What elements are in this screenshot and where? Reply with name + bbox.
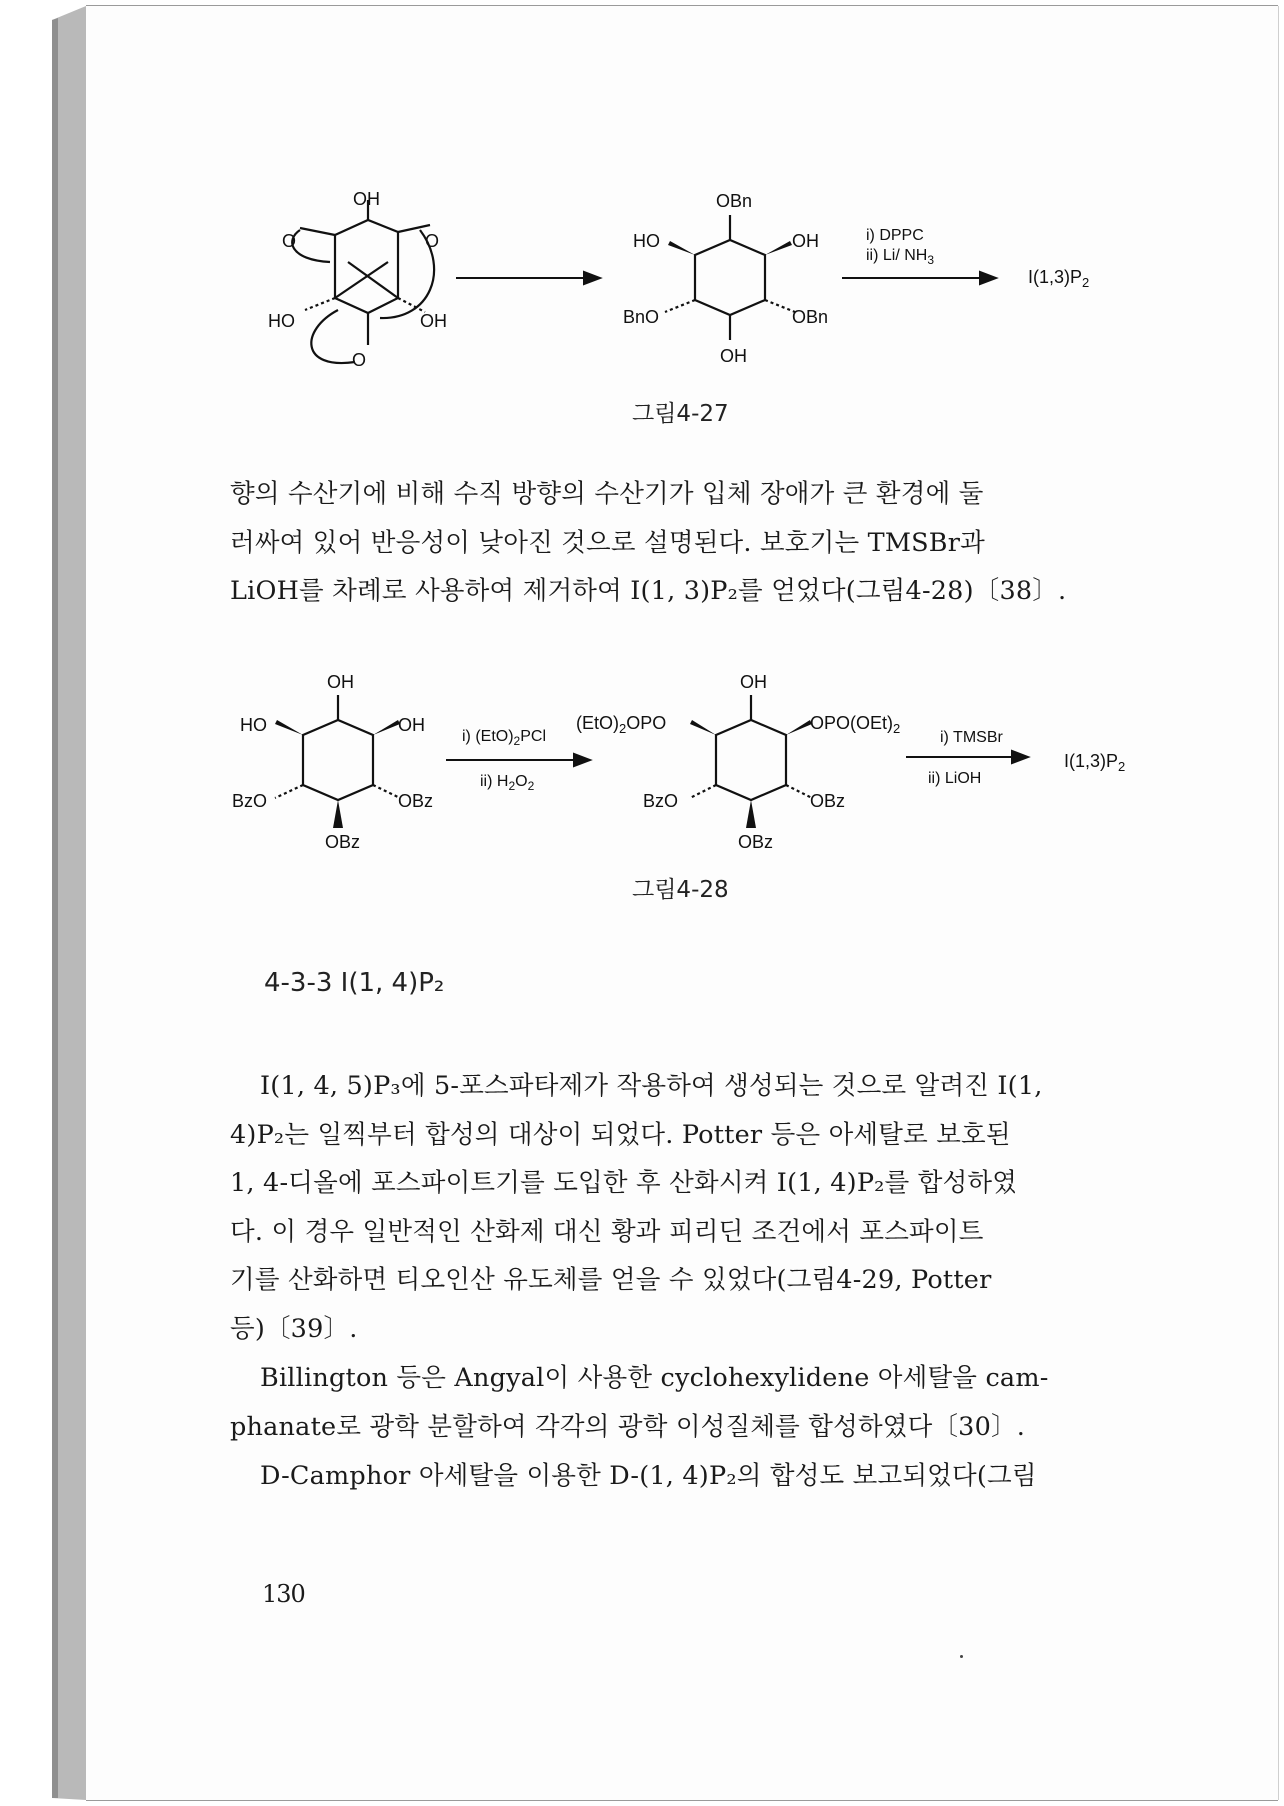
fig28-middle-label: OH <box>740 672 767 692</box>
text-line: phanate로 광학 분할하여 각각의 광학 이성질체를 합성하였다〔30〕. <box>230 1411 1026 1442</box>
text-line: 1, 4-디올에 포스파이트기를 도입한 후 산화시켜 I(1, 4)P₂를 합성하였 <box>230 1168 1018 1198</box>
section-heading: 4-3-3 I(1, 4)P₂ <box>264 968 445 998</box>
fig27-start-label: OH <box>353 189 380 209</box>
text-line: 기를 산화하면 티오인산 유도체를 얻을 수 있었다(그림4-29, Potter <box>230 1265 992 1295</box>
fig27-middle-label: OBn <box>792 307 829 327</box>
fig28-middle-label: $(EtO)_2OPO$ <box>576 713 667 736</box>
fig28-wedge-bond <box>333 800 343 828</box>
fig27-orthoester-structure <box>292 200 434 363</box>
page-number: 130 <box>262 1580 305 1608</box>
text-line: D-Camphor 아세탈을 이용한 D-(1, 4)P₂의 합성도 보고되었다(그림 <box>260 1461 1037 1491</box>
fig27-wedge-bond <box>765 241 792 255</box>
text-line: 향의 수산기에 비해 수직 방향의 수산기가 입체 장애가 큰 환경에 둘 <box>230 479 984 509</box>
fig28-reagent: i) $(EtO)_2PCl$ <box>462 728 547 748</box>
fig28-wedge-bond <box>746 800 756 828</box>
fig28-middle-label: BzO <box>643 791 679 811</box>
speck <box>960 1655 963 1658</box>
paragraph-1 <box>230 470 1145 616</box>
fig28-middle-label: $OPO(OEt)_2$ <box>810 713 901 736</box>
fig28-middle-label: OBz <box>810 791 846 811</box>
fig28-wedge-bond <box>373 720 400 735</box>
fig27-reagent: ii) Li/ $NH_3$ <box>866 247 935 267</box>
fig28-arrow-1 <box>446 754 590 766</box>
fig27-start-label: O <box>352 350 367 370</box>
fig27-start-label: O <box>282 231 297 251</box>
fig27-middle-label: OBn <box>716 191 753 211</box>
fig27-start-label: O <box>425 231 440 251</box>
fig27-product: $I(1,3)P_2$ <box>1028 267 1090 290</box>
fig28-cyclohexane-tribenzoyl <box>275 695 400 800</box>
fig28-start-label: OH <box>327 672 354 692</box>
fig28-start-label: HO <box>240 715 267 735</box>
fig28-start-label: BzO <box>232 791 268 811</box>
fig27-wedge-bond <box>668 241 695 255</box>
fig28-cyclohexane-phosphorylated <box>690 695 812 800</box>
fig27-arrow-2 <box>842 272 996 284</box>
fig27-middle-label: BnO <box>623 307 660 327</box>
fig27-middle-label: HO <box>633 231 660 251</box>
fig28-start-label: OBz <box>398 791 434 811</box>
fig27-reagent: i) DPPC <box>866 227 924 244</box>
paragraph-4 <box>230 1452 1145 1501</box>
figure-caption-4-27: 그림4-27 <box>632 401 729 427</box>
paragraph-2 <box>230 1062 1145 1353</box>
fig28-start-label: OBz <box>325 832 361 852</box>
text-line: I(1, 4, 5)P₃에 5-포스파타제가 작용하여 생성되는 것으로 알려진 I(1, <box>260 1071 1043 1101</box>
fig28-product: $I(1,3)P_2$ <box>1064 751 1126 774</box>
fig28-arrow-2 <box>906 751 1028 763</box>
fig28-reagent: ii) LiOH <box>928 770 982 787</box>
text-line: LiOH를 차례로 사용하여 제거하여 I(1, 3)P₂를 얻었다(그림4-28)〔38〕. <box>230 576 1067 606</box>
fig27-cyclohexane-tetrabenzyl <box>665 215 795 340</box>
paragraph-3 <box>230 1354 1145 1451</box>
figure-caption-4-28: 그림4-28 <box>632 877 729 903</box>
fig27-start-label: HO <box>268 311 295 331</box>
fig28-wedge-bond <box>690 720 716 735</box>
fig28-wedge-bond <box>275 720 303 735</box>
text-line: Billington 등은 Angyal이 사용한 cyclohexylidene 아세탈을 cam- <box>260 1363 1049 1393</box>
text-line: 4)P₂는 일찍부터 합성의 대상이 되었다. Potter 등은 아세탈로 보호된 <box>230 1119 1011 1150</box>
fig28-middle-label: OBz <box>738 832 774 852</box>
fig27-arrow-1 <box>456 272 600 284</box>
text-line: 러싸여 있어 반응성이 낮아진 것으로 설명된다. 보호기는 TMSBr과 <box>230 527 985 558</box>
fig27-middle-label: OH <box>792 231 819 251</box>
fig27-start-label: OH <box>420 311 447 331</box>
fig28-start-label: OH <box>398 715 425 735</box>
text-line: 다. 이 경우 일반적인 산화제 대신 황과 피리딘 조건에서 포스파이트 <box>230 1216 984 1247</box>
fig28-wedge-bond <box>786 720 812 735</box>
fig28-reagent: ii) $H_2O_2$ <box>480 773 535 793</box>
fig28-reagent: i) TMSBr <box>940 729 1003 746</box>
text-line: 등)〔39〕. <box>230 1313 358 1344</box>
fig27-middle-label: OH <box>720 346 747 366</box>
